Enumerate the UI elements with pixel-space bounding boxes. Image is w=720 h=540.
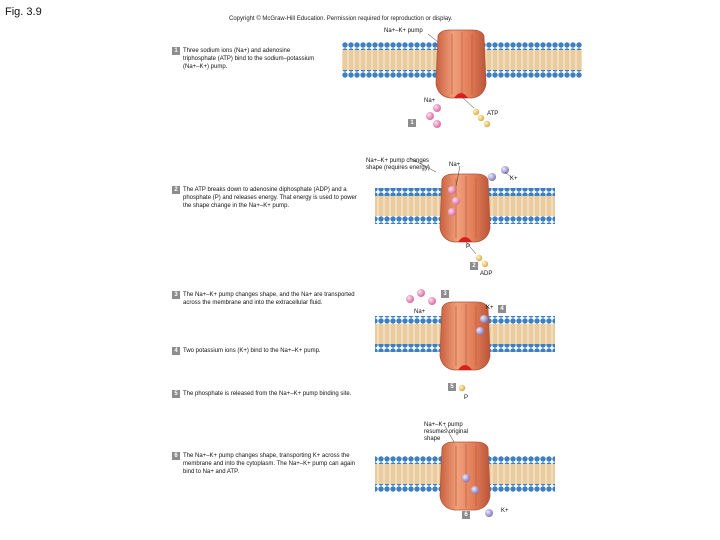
step-3-badge: 3 (172, 291, 180, 299)
step-2-text: The ATP breaks down to adenosine diphosphate (ADP) and a phosphate (P) and releases energy. That energy is used to power the shape change in the Na+–K+ pump. (183, 187, 357, 209)
na-label-2: Na+ (449, 162, 461, 168)
atp-label: ATP (487, 111, 499, 117)
pump-changes-label: Na+–K+ pump changes shape (requires energy) (366, 158, 430, 171)
panel-badge-2: 2 (470, 262, 478, 270)
na-label-1: Na+ (424, 98, 436, 104)
na-k-pump-2 (440, 174, 490, 242)
step-4-text: Two potassium ions (K+) bind to the Na+–K+ pump. (183, 348, 321, 354)
k-label-2: K+ (510, 176, 518, 182)
step-4-badge: 4 (172, 347, 180, 355)
k-label-3: K+ (486, 305, 494, 311)
panel-badge-3: 3 (441, 290, 449, 298)
step-1-badge: 1 (172, 47, 180, 55)
step-6-badge: 6 (172, 452, 180, 460)
na-k-pump-1 (436, 30, 486, 98)
step-6-text: The Na+–K+ pump changes shape, transporting K+ across the membrane and into the cytoplasm. The Na+–K+ pump can again bind to Na+ and ATP. (183, 453, 355, 475)
na-k-pump-3 (440, 302, 490, 370)
p-label-5: P (464, 395, 469, 401)
pump-resumes-label: Na+–K+ pump resumes original shape (424, 422, 469, 442)
p-label-2: P (466, 244, 471, 250)
adp-label: ADP (480, 271, 493, 277)
na-ions-panel-3 (406, 289, 436, 305)
step-5-text: The phosphate is released from the Na+–K+ pump binding site. (183, 391, 352, 397)
panel-badge-4: 4 (498, 305, 506, 313)
k-ions-panel-2 (488, 166, 509, 181)
na-ions-panel-1 (426, 104, 441, 128)
released-phosphate (459, 385, 465, 391)
na-label-3: Na+ (414, 309, 426, 315)
panel-badge-1: 1 (408, 119, 416, 127)
panel-badge-5: 5 (448, 383, 456, 391)
step-1-text: Three sodium ions (Na+) and adenosine triphosphate (ATP) bind to the sodium–potassium (Na+–K+) pump. (183, 48, 315, 70)
step-2-badge: 2 (172, 186, 180, 194)
step-5-badge: 5 (172, 390, 180, 398)
copyright-notice: Copyright © McGraw-Hill Education. Permission required for reproduction or display. (229, 16, 453, 22)
pump-label-top: Na+–K+ pump (384, 28, 423, 34)
figure-label: Fig. 3.9 (5, 6, 42, 18)
k-label-6: K+ (501, 508, 509, 514)
step-3-text: The Na+–K+ pump changes shape, and the Na+ are transported across the membrane and into the extracellular fluid. (183, 292, 355, 306)
panel-badge-6: 6 (462, 511, 470, 519)
